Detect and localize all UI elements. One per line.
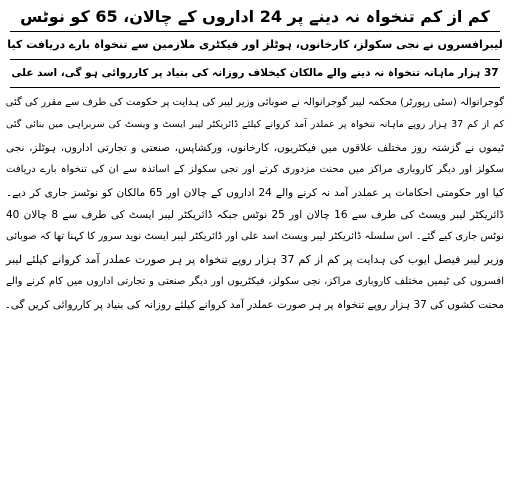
body-line: سکولز اور دیگر کاروباری مراکز میں محنت مزدوری کرتے اور نجی سکولز کے اساتذہ سے ان کی تنخواہ بارے دریافت	[6, 164, 504, 176]
article-body	[6, 92, 504, 316]
body-line: کیا اور حکومتی احکامات پر عملدر آمد نہ کرنے والے 24 اداروں کے چالان اور 65 مالکان کو نوٹسز جاری کر دیے۔	[6, 186, 504, 199]
headline-sub-1: لیبرافسروں نے نجی سکولز، کارخانوں، ہوٹلز اور فیکٹری ملازمین سے تنخواہ بارے دریافت کیا	[7, 38, 503, 51]
body-line: نوٹس جاری کیے گئے۔ اس سلسلہ ڈائریکٹر لیبر ویسٹ اسد علی اور ڈائریکٹر لیبر ایسٹ نوید سرور کا کہنا تھا کہ صوبائی	[6, 231, 504, 243]
body-line: وزیر لیبر فیصل ایوب کی ہدایت پر کم از کم 37 ہزار روپے تنخواہ پر ہر صورت عملدر آمد کروانے کیلئے لیبر	[6, 252, 504, 266]
headline-sub-2: 37 ہزار ماہانہ تنخواہ نہ دینے والے مالکان کیخلاف روزانہ کی بنیاد پر کارروائی ہو گی، اسد علی	[11, 67, 499, 79]
body-line: افسروں کی ٹیمیں مختلف کاروباری مراکز، نجی سکولز، فیکٹریوں اور دیگر صنعتی و تجارتی اداروں میں کام کرنے والے	[6, 276, 504, 288]
body-line: کم از کم 37 ہزار روپے ماہانہ تنخواہ پر عملدر آمد کروانے کیلئے ڈائریکٹر لیبر ایسٹ و ویسٹ کی سربراہی میں بنائی گئی	[6, 119, 504, 131]
divider-3	[10, 87, 500, 88]
headline-main: کم از کم تنخواہ نہ دینے پر 24 اداروں کے چالان، 65 کو نوٹس	[20, 7, 490, 26]
body-line: ڈائریکٹر لیبر ویسٹ کی طرف سے 16 چالان اور 25 نوٹس جبکہ ڈائریکٹر لیبر ایسٹ کی طرف سے 8 چالان 40	[6, 209, 504, 222]
body-line: ٹیموں نے گزشتہ روز مختلف علاقوں میں فیکٹریوں، کارخانوں، ورکشاپس، صنعتی و تجارتی اداروں، ہوٹلز، نجی	[6, 141, 504, 154]
body-line: محنت کشوں کی 37 ہزار روپے تنخواہ پر ہر صورت عملدر آمد کروانے کیلئے روزانہ کی بنیاد پر کارروائی کریں گی۔	[4, 298, 504, 311]
body-line: گوجرانوالہ (سٹی رپورٹر) محکمہ لیبر گوجرانوالہ نے صوبائی وزیر لیبر کی ہدایت پر حکومت کی طرف سے مقرر کی گئی	[5, 97, 504, 108]
